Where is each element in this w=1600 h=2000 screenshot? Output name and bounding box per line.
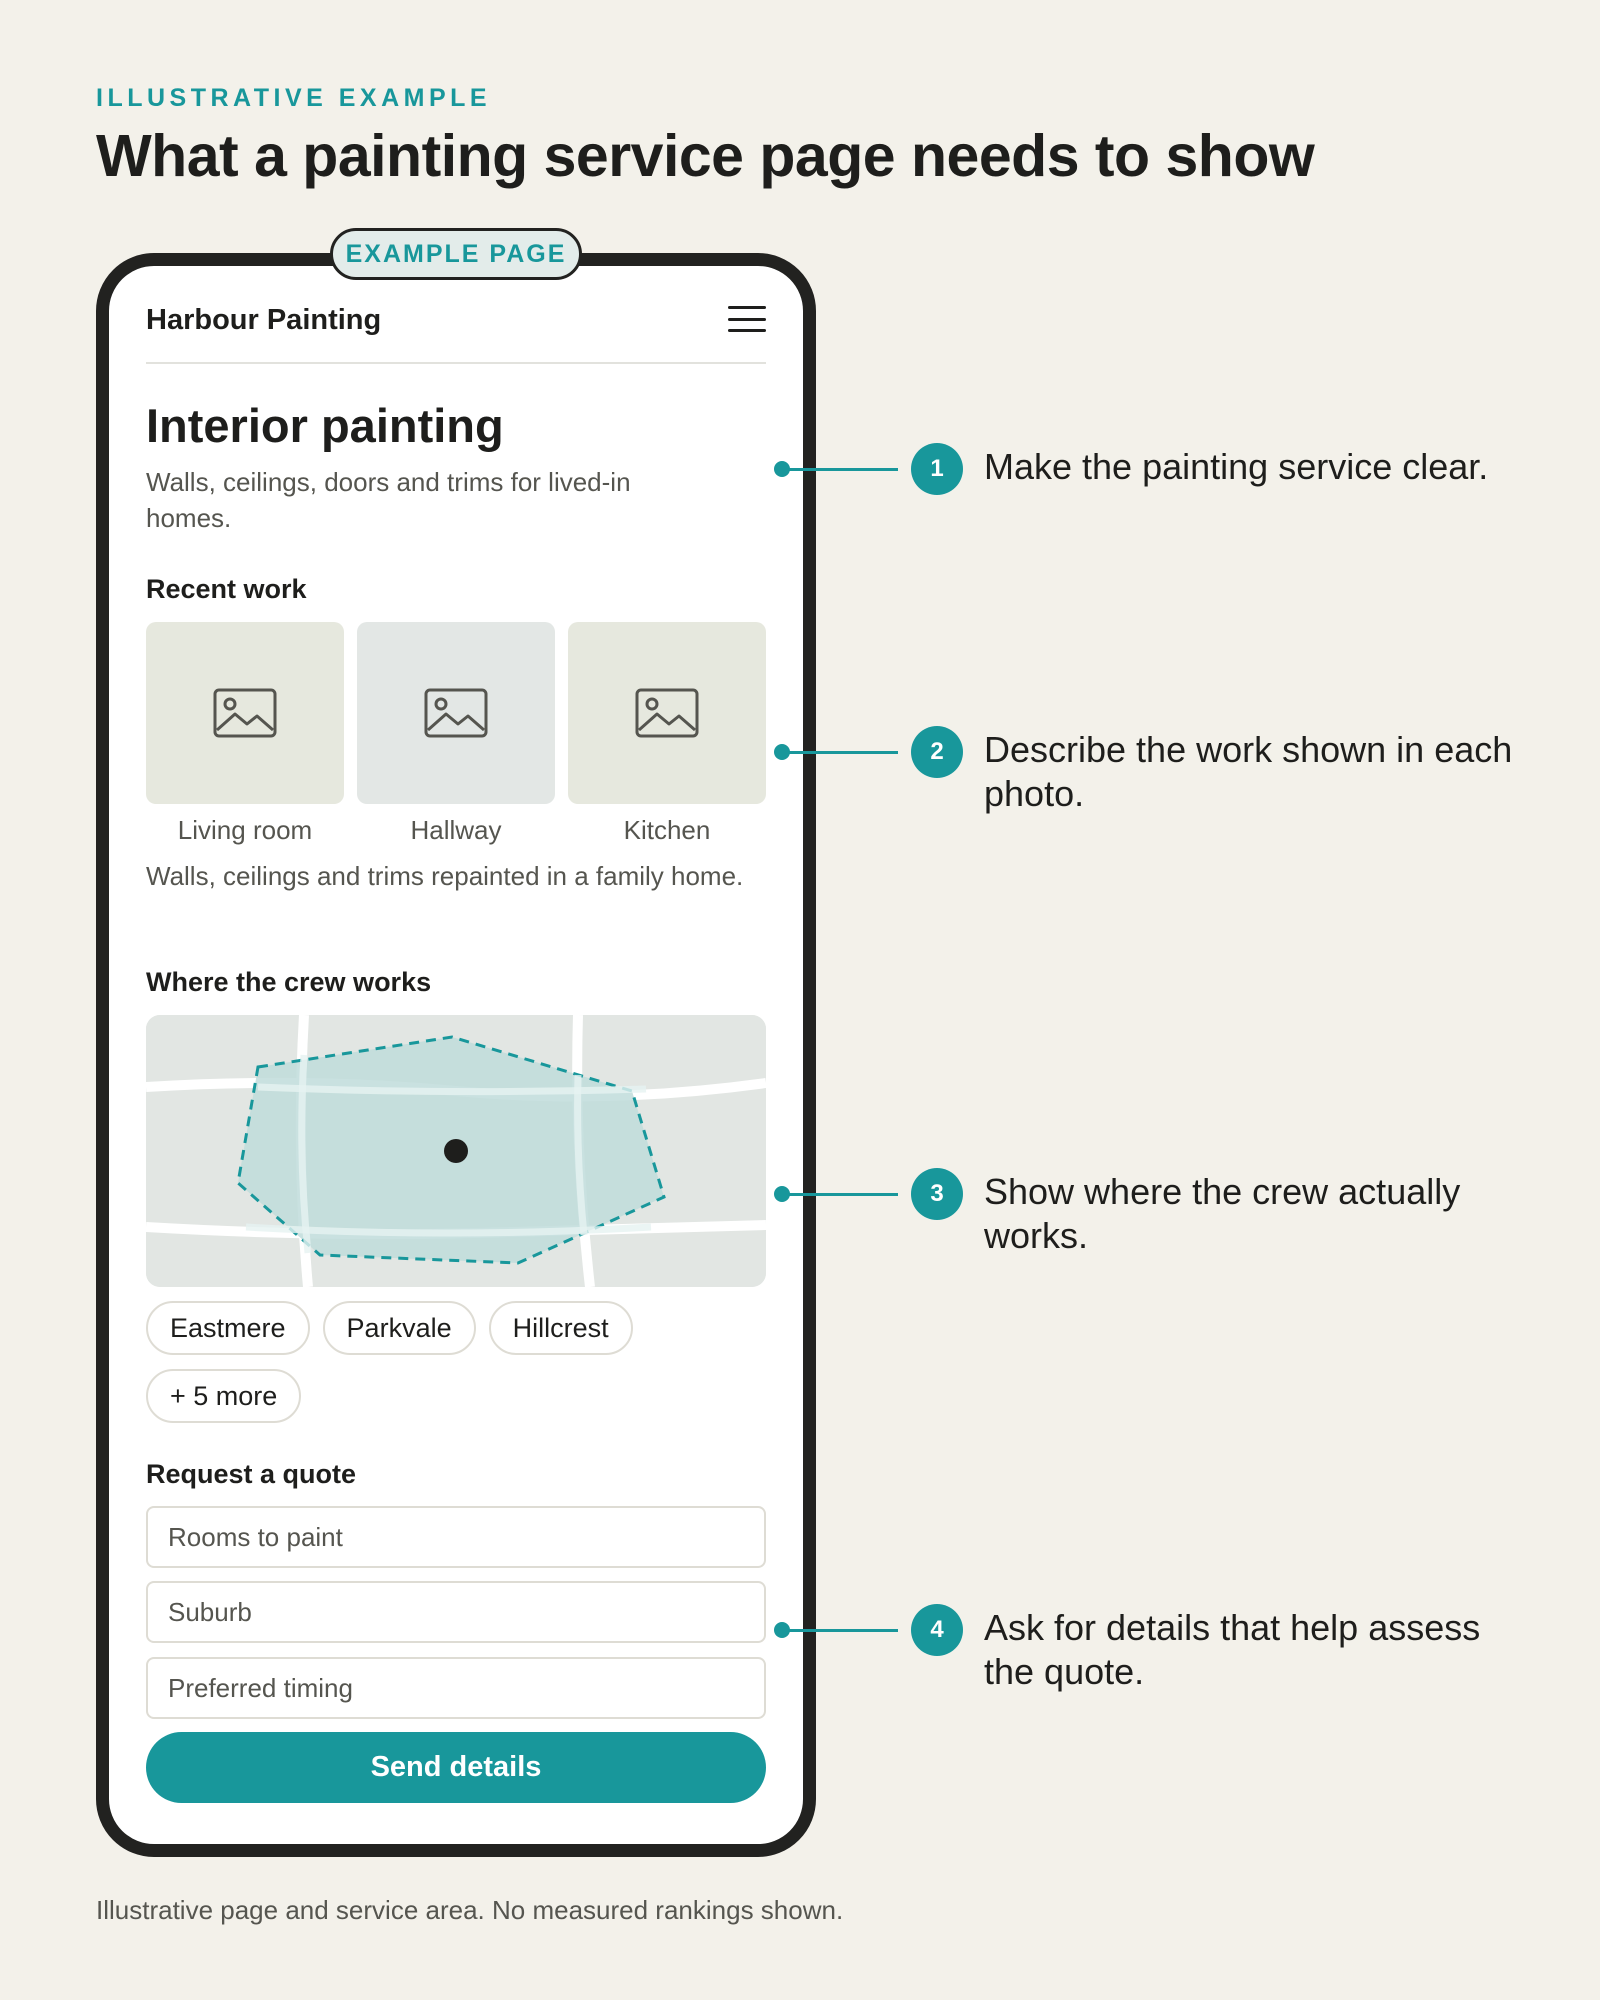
service-title: Interior painting	[146, 399, 504, 452]
callout-connector	[782, 468, 898, 471]
image-placeholder-icon	[213, 688, 277, 738]
site-name[interactable]: Harbour Painting	[146, 304, 382, 336]
suburb-chip-hillcrest[interactable]: Hillcrest	[489, 1301, 633, 1355]
page-title: What a painting service page needs to show	[96, 123, 1315, 189]
callout-2	[0, 729, 1600, 842]
image-placeholder-icon	[424, 688, 488, 738]
site-header	[146, 296, 766, 364]
eyebrow-label: ILLUSTRATIVE EXAMPLE	[96, 84, 492, 112]
callout-number-badge: 1	[911, 443, 963, 495]
service-description: Walls, ceilings, doors and trims for lived-in homes.	[146, 467, 631, 533]
send-details-button[interactable]: Send details	[146, 1732, 766, 1803]
callout-number-badge: 3	[911, 1168, 963, 1220]
suburb-chip-eastmere[interactable]: Eastmere	[146, 1301, 310, 1355]
photo-caption: Hallway	[410, 815, 502, 845]
hamburger-menu-icon[interactable]	[728, 306, 766, 332]
callout-connector	[782, 751, 898, 754]
more-suburbs-chip[interactable]: + 5 more	[146, 1369, 301, 1423]
callout-4	[0, 1607, 1600, 1720]
callout-text: Make the painting service clear.	[984, 446, 1489, 487]
quote-heading: Request a quote	[146, 1459, 357, 1489]
callout-connector	[782, 1193, 898, 1196]
suburb-chip-parkvale[interactable]: Parkvale	[323, 1301, 476, 1355]
service-area-heading: Where the crew works	[146, 967, 432, 997]
map-center-pin	[444, 1139, 468, 1163]
photo-caption: Living room	[177, 815, 313, 845]
example-page-badge: EXAMPLE PAGE	[330, 228, 582, 280]
callout-text: Ask for details that help assess the quote.	[984, 1607, 1481, 1692]
callout-connector	[782, 1629, 898, 1632]
footnote: Illustrative page and service area. No measured rankings shown.	[96, 1895, 844, 1925]
callout-text: Show where the crew actually works.	[984, 1171, 1461, 1256]
recent-work-heading: Recent work	[146, 574, 307, 604]
callout-number-badge: 2	[911, 726, 963, 778]
callout-1	[0, 446, 1600, 559]
callout-text: Describe the work shown in each photo.	[984, 729, 1513, 814]
work-description: Walls, ceilings and trims repainted in a family home.	[146, 861, 744, 891]
image-placeholder-icon	[635, 688, 699, 738]
suburb-chips	[146, 1301, 706, 1423]
callout-3	[0, 1171, 1600, 1284]
rooms-to-paint-field[interactable]	[146, 1506, 766, 1568]
photo-caption: Kitchen	[623, 815, 711, 845]
callout-number-badge: 4	[911, 1604, 963, 1656]
